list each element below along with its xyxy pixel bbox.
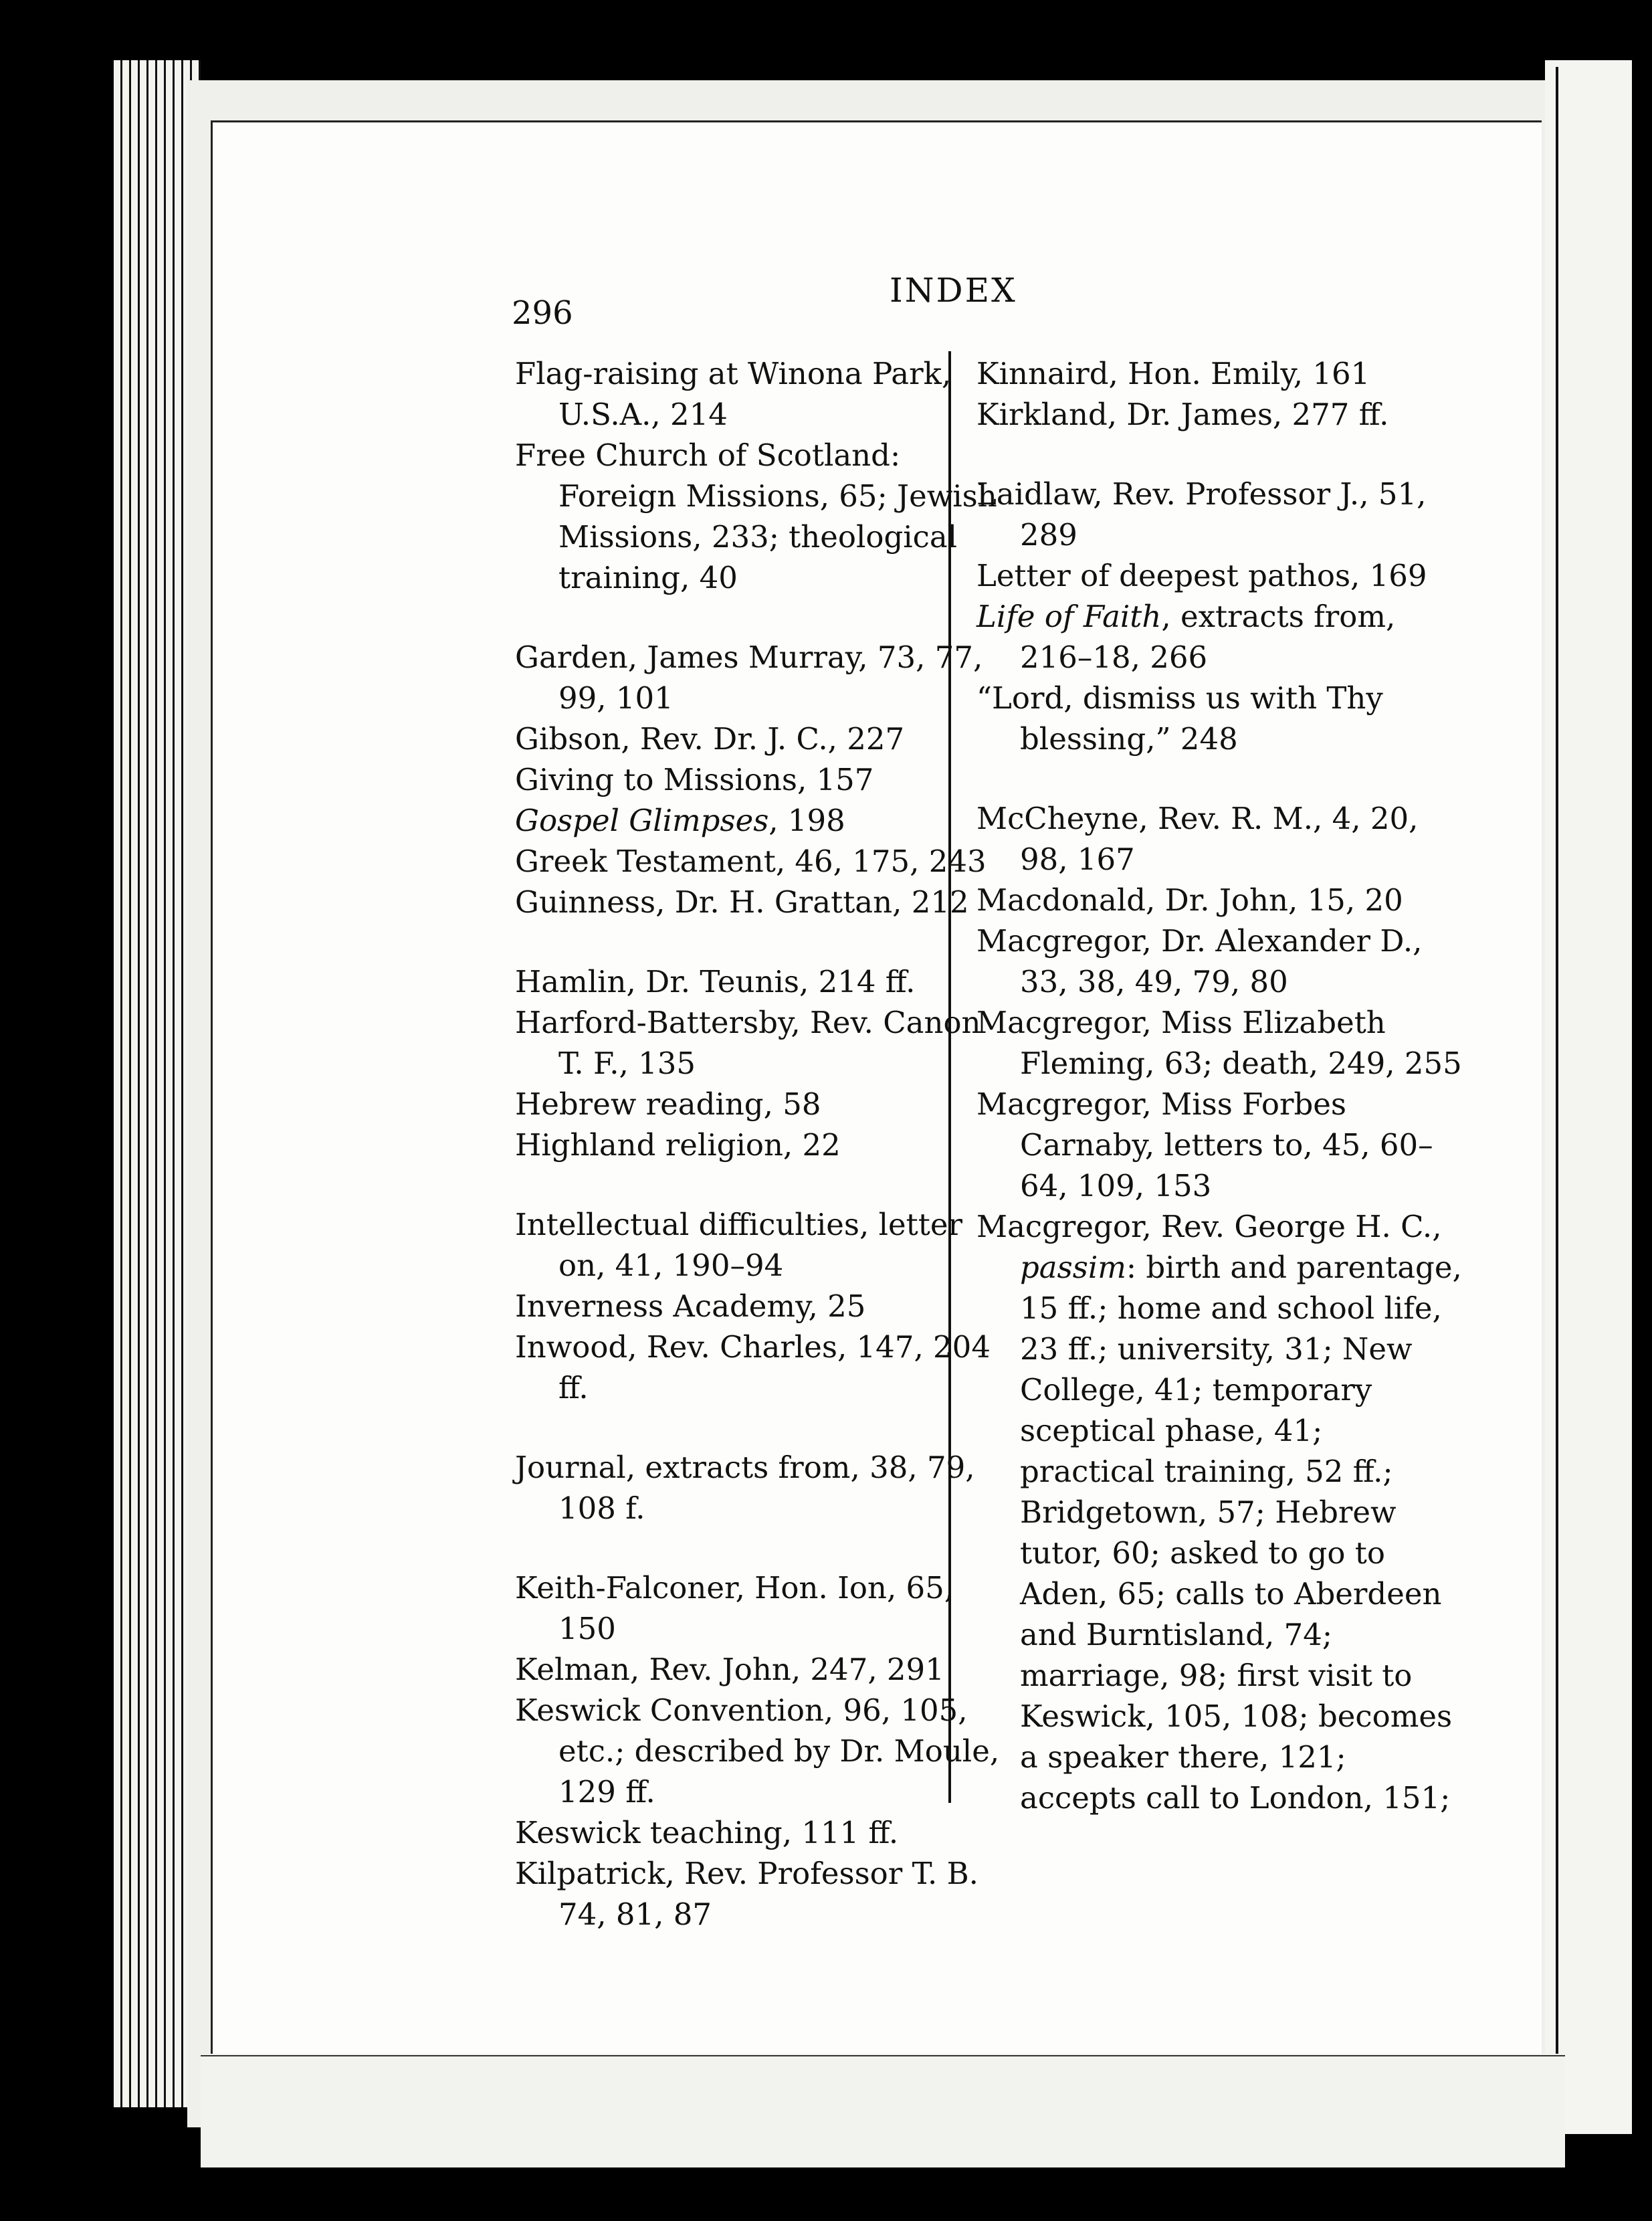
index-entry: Macgregor, Dr. Alexander D., 33, 38, 49, 79, 80 — [976, 923, 1423, 999]
index-entry: Harford-Battersby, Rev. Canon T. F., 135 — [515, 1005, 981, 1081]
index-entry: Gibson, Rev. Dr. J. C., 227 — [515, 721, 905, 757]
index-entry: Letter of deepest pathos, 169 — [976, 558, 1427, 593]
page-title: INDEX — [890, 271, 1017, 310]
index-entry: Highland religion, 22 — [515, 1127, 841, 1163]
index-entry: Journal, extracts from, 38, 79, 108 f. — [515, 1450, 975, 1526]
index-column-right — [976, 353, 1465, 1818]
index-entry: Hamlin, Dr. Teunis, 214 ff. — [515, 964, 916, 999]
index-entry: Inverness Academy, 25 — [515, 1288, 866, 1324]
index-entry: Guinness, Dr. H. Grattan, 212 — [515, 884, 969, 920]
index-entry: Kilpatrick, Rev. Professor T. B. 74, 81, 87 — [515, 1856, 978, 1932]
index-column-left — [515, 353, 1010, 1935]
index-entry: Inwood, Rev. Charles, 147, 204 ff. — [515, 1329, 991, 1406]
index-entry: Laidlaw, Rev. Professor J., 51, 289 — [976, 476, 1427, 553]
index-entry: Kelman, Rev. John, 247, 291 — [515, 1652, 944, 1687]
index-entry: Macgregor, Rev. George H. C., passim: birth and parentage, 15 ff.; home and school life, 23 ff.; university, 31; New College, 41; temporary sceptical phase, 41; practical training, 52 ff.; Bridgetown, 57; Hebrew tutor, 60; asked to go to Aden, 65; calls to Aberdeen and Burntisland, 74; marriage, 98; first visit to Keswick, 105, 108; becomes a speaker there, 121; accepts call to London, 151; — [976, 1209, 1462, 1816]
index-entry: Garden, James Murray, 73, 77, 99, 101 — [515, 640, 983, 716]
index-entry: McCheyne, Rev. R. M., 4, 20, 98, 167 — [976, 801, 1419, 877]
index-entry: Keith-Falconer, Hon. Ion, 65, 150 — [515, 1570, 954, 1646]
index-entry: “Lord, dismiss us with Thy blessing,” 248 — [976, 680, 1383, 757]
index-entry: Free Church of Scotland: Foreign Missions, 65; Jewish Missions, 233; theological training, 40 — [515, 438, 997, 595]
index-entry: Greek Testament, 46, 175, 243 — [515, 844, 987, 879]
index-entry-italic: Life of Faith — [976, 599, 1162, 634]
index-entry: Kinnaird, Hon. Emily, 161 — [976, 356, 1370, 391]
index-entry: Macgregor, Miss Forbes Carnaby, letters to, 45, 60–64, 109, 153 — [976, 1086, 1433, 1203]
index-entry: Gospel Glimpses, 198 — [515, 803, 845, 838]
index-entry: Intellectual difficulties, letter on, 41, 190–94 — [515, 1207, 962, 1283]
index-entry: Keswick teaching, 111 ff. — [515, 1815, 899, 1850]
index-entry: Kirkland, Dr. James, 277 ff. — [976, 397, 1389, 432]
index-entry-italic: passim — [1020, 1250, 1126, 1285]
facing-page-rule — [1556, 67, 1558, 2127]
bottom-rule — [201, 2055, 1565, 2056]
index-entry-italic: Gospel Glimpses — [515, 803, 769, 838]
index-entry: Macdonald, Dr. John, 15, 20 — [976, 882, 1403, 918]
index-entry: Macgregor, Miss Elizabeth Fleming, 63; death, 249, 255 — [976, 1005, 1462, 1081]
index-entry: Hebrew reading, 58 — [515, 1086, 821, 1122]
index-entry: Keswick Convention, 96, 105, etc.; described by Dr. Moule, 129 ff. — [515, 1693, 1000, 1810]
index-entry: Life of Faith, extracts from, 216–18, 266 — [976, 599, 1396, 675]
page-number: 296 — [512, 294, 573, 332]
index-entry: Flag-raising at Winona Park, U.S.A., 214 — [515, 356, 952, 432]
index-entry: Giving to Missions, 157 — [515, 762, 874, 797]
bottom-margin — [201, 2054, 1565, 2167]
